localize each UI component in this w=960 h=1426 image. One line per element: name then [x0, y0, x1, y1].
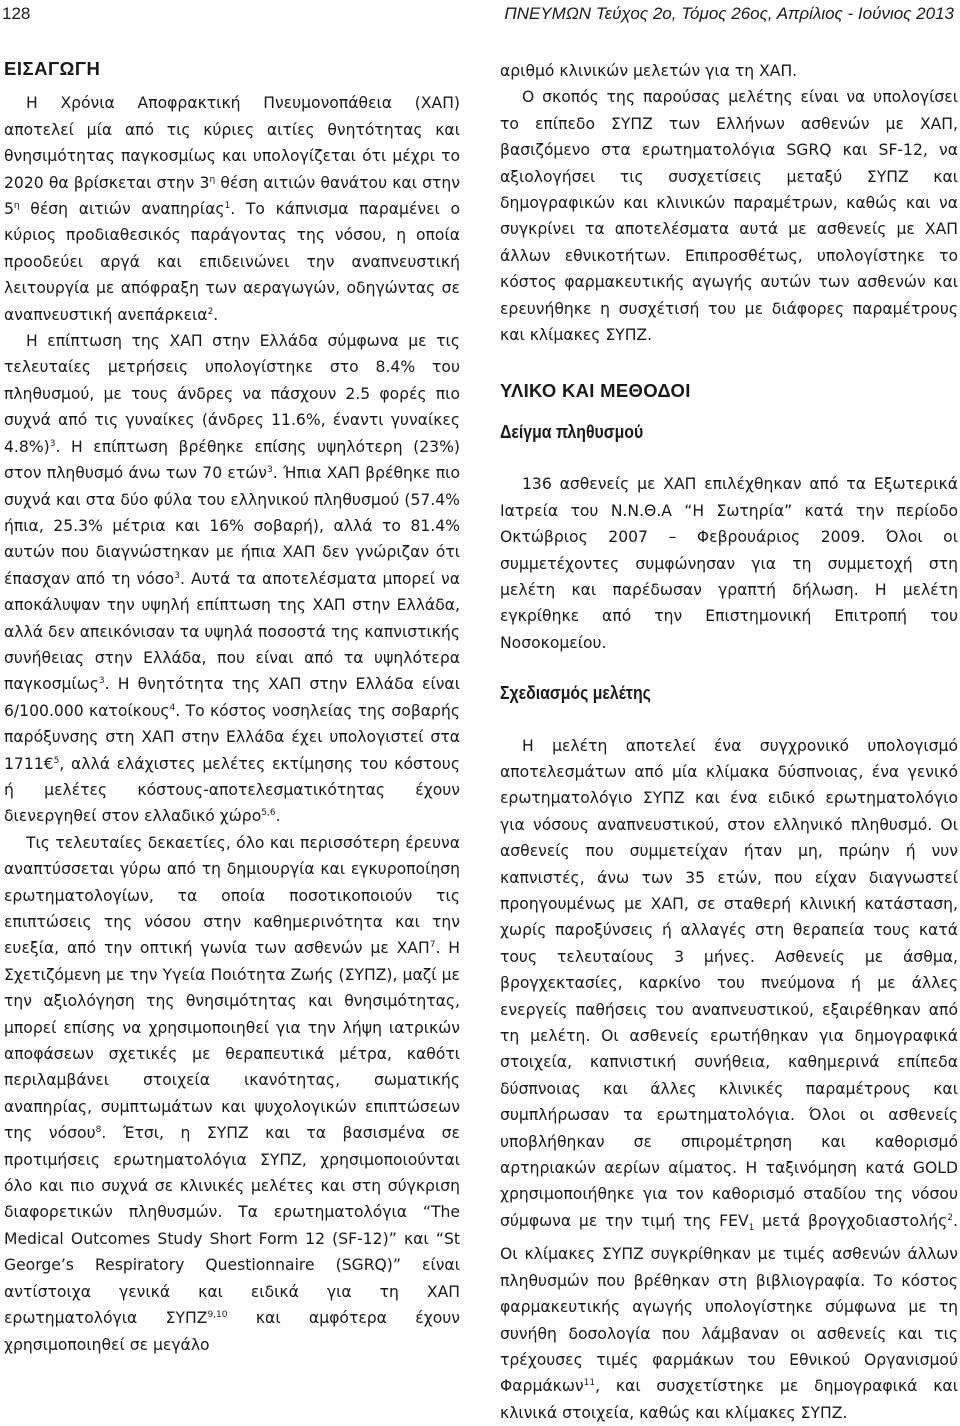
left-column [4, 56, 460, 1358]
aim-paragraph: Ο σκοπός της παρούσας μελέτης είναι να υπολογίσει το επίπεδο ΣΥΠΖ των Ελλήνων ασθενών με ΧΑΠ, βασιζόμενο στα ερωτηματολόγια SGRQ και SF-12, να αξιολογήσει τις συσχετίσεις μεταξύ ΣΥΠΖ και δημογραφικών και κλινικών παραμέτρων, καθώς και να συγκρίνει τα αποτελέσματα αυτά με ασθενείς με ΧΑΠ άλλων εθνικοτήτων. Επιπροσθέτως, υπολογίστηκε το κόστος φαρμακευτικής αγωγής αυτών των ασθενών και ερευνήθηκε η συσχέτισή του με διάφορες παραμέτρους και κλίμακες ΣΥΠΖ. [500, 88, 958, 345]
text-run: . Έτσι, η ΣΥΠΖ και τα βασισμένα σε προτιμήσεις ερωτηματολόγια ΣΥΠΖ, χρησιμοποιούνται όλο και πιο συχνά σε κλινικές μελέτες και στη σύγκριση διαφορετικών πληθυσμών. Τα ερωτηματολόγια “The Medical Outcomes Study Short Form 12 (SF-12)” και “St George’s Respiratory Questionnaire (SGRQ)” είναι αντίστοιχα γενικά και ειδικά για τη ΧΑΠ ερωτηματολόγια ΣΥΠΖ [4, 1124, 460, 1328]
text-run: . Η Σχετιζόμενη με την Υγεία Ποιότητα Ζωής (ΣΥΠΖ), μαζί με την αξιολόγηση της θνησιμότητας και θνησιμότητας, μπορεί επίσης να χρησιμοποιηθεί για την λήψη ιατρικών αποφάσεων σχετικές με θεραπευτικά μέτρα, καθότι περιλαμβάνει στοιχεία ικανότητας, σωματικής αναπηρίας, συμπτωμάτων και ψυχολογικών επιπτώσεων της νόσου [4, 939, 460, 1143]
citation-ref: 3 [174, 570, 180, 581]
citation-ref: 4 [169, 702, 176, 713]
text-run: Η Χρόνια Αποφρακτική Πνευμονοπάθεια (ΧΑΠ) αποτελεί μία από τις κύριες αιτίες θνητότητας και θνησιμότητας παγκοσμίως και υπολογίζεται ότι μέχρι το 2020 θα βρίσκεται στην 3 [4, 94, 460, 192]
page-header [0, 4, 960, 28]
intro-paragraph-1 [4, 90, 460, 328]
text-run: . Η επίπτωση βρέθηκε επίσης υψηλότερη (23%) στον πληθυσμό άνω των 70 ετών [4, 437, 460, 483]
superscript: η [209, 174, 216, 185]
text-run: . Οι κλίμακες ΣΥΠΖ συγκρίθηκαν με τιμές ασθενών άλλων πληθυσμών που βρέθηκαν στη βιβλιογραφία. Το κόστος φαρμακευτικής αγωγής υπολογίστηκε σύμφωνα με τη συνήθη δοσολογία που λάμβαναν οι ασθενείς και τις τρέχουσες τιμές φαρμάκων του Εθνικού Οργανισμού Φαρμάκων [500, 1211, 958, 1396]
continued-paragraph: αριθμό κλινικών μελετών για τη ΧΑΠ. [500, 62, 798, 80]
text-run: . Το κόστος νοσηλείας της σοβαρής παρόξυνσης στη ΧΑΠ στην Ελλάδα έχει υπολογιστεί στα 1711€ [4, 701, 460, 773]
text-run: και αμφότερα έχουν χρησιμοποιηθεί σε μεγάλο [4, 1309, 460, 1354]
sample-subheading: Δείγμα πληθυσμού [500, 421, 644, 442]
design-subheading: Σχεδιασμός μελέτης [500, 683, 651, 704]
right-column [500, 58, 958, 1426]
intro-paragraph-3 [4, 830, 460, 1358]
citation-ref: 8 [95, 1125, 102, 1136]
text-run: , αλλά ελάχιστες μελέτες εκτίμησης του κόστους ή μελέτες κόστους-αποτελεσματικότητας έχουν διενεργηθεί στον ελλαδικό χώρο [4, 754, 460, 826]
page-number: 128 [2, 4, 31, 23]
text-run: . Η θνητότητα της ΧΑΠ στην Ελλάδα είναι 6/100.000 κατοίκους [4, 675, 460, 720]
citation-ref: 2 [207, 306, 214, 317]
citation-ref: 9,10 [207, 1309, 228, 1320]
citation-ref: 2 [947, 1212, 954, 1223]
citation-ref: 3 [98, 676, 105, 687]
text-run: . Το κάπνισμα παραμένει ο κύριος προδιαθεσικός παράγοντας της νόσου, η οποία προοδεύει αργά και επιδεινώνει την αναπνευστική λειτουργία με απόφραξη των αεραγωγών, οδηγώντας σε αναπνευστική ανεπάρκεια [4, 200, 460, 324]
text-run: , και συσχετίστηκε με δημογραφικά και κλινικά στοιχεία, καθώς και κλίμακες ΣΥΠΖ. [500, 1377, 958, 1422]
citation-ref: 7 [429, 940, 436, 951]
superscript: η [13, 200, 20, 211]
design-paragraph [500, 733, 958, 1426]
text-run: Η επίπτωση της ΧΑΠ στην Ελλάδα σύμφωνα με τις τελευταίες μετρήσεις υπολογίστηκε στο 8.4% του πληθυσμού, με τους άνδρες να πάσχουν 2.5 φορές πιο συχνά από τις γυναίκες (άνδρες 11.6%, έναντι γυναίκες 4.8%) [4, 332, 460, 456]
citation-ref: 5 [53, 755, 60, 766]
methods-heading: ΥΛΙΚΟ ΚΑΙ ΜΕΘΟΔΟΙ [500, 380, 691, 402]
text-run: θέση αιτιών αναπηρίας [19, 200, 225, 219]
text-run: . [275, 807, 281, 826]
text-run: . Αυτά τα αποτελέσματα μπορεί να αποκάλυψαν την υψηλή επίπτωση της ΧΑΠ στην Ελλάδα, αλλά δεν απεικόνισαν τα υψηλά ποσοστά της καπνιστικής συνήθειας στην Ελλάδα, που είναι από τα υψηλότερα παγκοσμίως [4, 569, 460, 694]
sample-paragraph: 136 ασθενείς με ΧΑΠ επιλέχθηκαν από τα Εξωτερικά Ιατρεία του Ν.Ν.Θ.Α “Η Σωτηρία” κατά την περίοδο Οκτώβριος 2007 – Φεβρουάριος 2009. Όλοι οι συμμετέχοντες συμφώνησαν για τη συμμετοχή στη μελέτη και παρέδωσαν γραπτή δήλωση. Η μελέτη εγκρίθηκε από την Επιστημονική Επιτροπή του Νοσοκομείου. [500, 475, 958, 652]
text-run: μετά βρογχοδιαστολής [754, 1211, 948, 1230]
citation-ref: 3 [49, 438, 56, 449]
citation-ref: 3 [267, 464, 273, 475]
text-run: Η μελέτη αποτελεί ένα συγχρονικό υπολογισμό αποτελεσμάτων από μία κλίμακα δύσπνοιας, ένα γενικό ερωτηματολόγιο ΣΥΠΖ και ένα ειδικό ερωτηματολόγιο για νόσους αναπνευστικού, στον ελληνικό πληθυσμό. Οι ασθενείς που συμμετείχαν ήταν μη, πρώην ή νυν καπνιστές, άνω των 35 ετών, που είχαν διαγνωστεί προηγουμένως με ΧΑΠ, σε σταθερή κλινική κατάσταση, χωρίς παροξύνσεις ή αλλαγές στη θεραπεία τους κατά τους τελευταίους 3 μήνες. Ασθενείς με άσθμα, βρογχεκτασίες, καρκίνο του πνεύμονα ή με άλλες ενεργείς παθήσεις του αναπνευστικού, εξαιρέθηκαν από τη μελέτη. Οι ασθενείς ερωτήθηκαν για δημογραφικά στοιχεία, καπνιστική συνήθεια, καθημερινά επίπεδα δύσπνοιας και άλλες κλινικές παραμέτρους και συμπλήρωσαν τα ερωτηματολόγια. Όλοι οι ασθενείς υποβλήθηκαν σε σπιρομέτρηση και καθορισμό αρτηριακών αερίων αίματος. Η ταξινόμηση κατά GOLD χρησιμοποιήθηκε για τον καθορισμό σταδίου της νόσου σύμφωνα με την τιμή της FEV [500, 736, 958, 1230]
citation-ref: 11 [583, 1378, 596, 1389]
running-title: ΠΝΕΥΜΩΝ Τεύχος 2ο, Τόμος 26ος, Απρίλιος - Ιούνιος 2013 [504, 4, 954, 23]
text-run: θέση αιτιών θανάτου και στην 5 [4, 173, 460, 219]
introduction-heading: ΕΙΣΑΓΩΓΗ [4, 58, 101, 79]
citation-ref: 1 [224, 200, 231, 211]
subscript: 1 [748, 1222, 755, 1233]
text-run: Τις τελευταίες δεκαετίες, όλο και περισσότερη έρευνα αναπτύσσεται γύρω από τη δημιουργία και εγκυροποίηση ερωτηματολογίων, τα οποία ποσοτικοποιούν τις επιπτώσεις της νόσου στην καθημερινότητα και την ευεξία, από την οπτική γωνία των ασθενών με ΧΑΠ [4, 833, 460, 958]
citation-ref: 5,6 [261, 808, 276, 819]
text-run: . Ήπια ΧΑΠ βρέθηκε πιο συχνά και στα δύο φύλα του ελληνικού πληθυσμού (57.4% ήπια, 25.3% μέτρια και 16% σοβαρή), αλλά το 81.4% αυτών που διαγνώστηκαν με ήπια ΧΑΠ δεν γνώριζαν ότι έπασχαν από τη νόσο [4, 464, 460, 588]
intro-paragraph-2 [4, 328, 460, 830]
text-run: . [213, 305, 219, 324]
